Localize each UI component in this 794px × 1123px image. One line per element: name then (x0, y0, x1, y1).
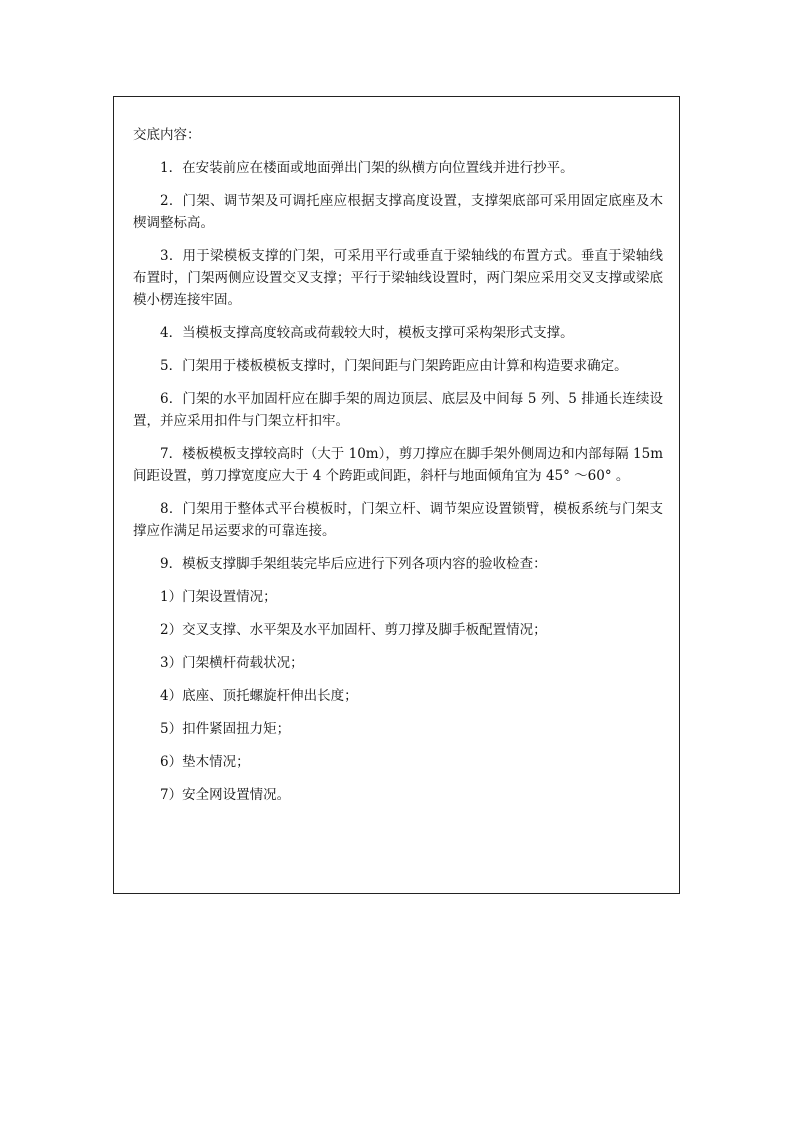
document-frame (113, 96, 680, 894)
check-item-5: 5）扣件紧固扭力矩； (160, 721, 291, 737)
paragraph-4: 4．当模板支撑高度较高或荷载较大时，模板支撑可采构架形式支撑。 (160, 325, 574, 341)
paragraph-1: 1．在安装前应在楼面或地面弹出门架的纵横方向位置线并进行抄平。 (160, 160, 574, 176)
check-item-4: 4）底座、顶托螺旋杆伸出长度； (160, 688, 358, 704)
paragraph-5: 5．门架用于楼板模板支撑时，门架间距与门架跨距应由计算和构造要求确定。 (160, 358, 628, 374)
check-item-2: 2）交叉支撑、水平架及水平加固杆、剪刀撑及脚手板配置情况； (160, 622, 547, 638)
check-item-3: 3）门架横杆荷载状况； (160, 655, 304, 671)
check-item-1: 1）门架设置情况； (160, 589, 277, 605)
section-heading: 交底内容： (133, 127, 201, 143)
paragraph-8: 8．门架用于整体式平台模板时，门架立杆、调节架应设置锁臂，模板系统与门架支撑应作满足吊运要求的可靠连接。 (133, 501, 663, 539)
paragraph-3: 3．用于梁模板支撑的门架，可采用平行或垂直于梁轴线的布置方式。垂直于梁轴线布置时，门架两侧应设置交叉支撑；平行于梁轴线设置时，两门架应采用交叉支撑或梁底模小楞连接牢固。 (133, 248, 663, 308)
check-item-6: 6）垫木情况； (160, 754, 250, 770)
paragraph-7: 7．楼板模板支撑较高时（大于 10m），剪刀撑应在脚手架外侧周边和内部每隔 15m 间距设置，剪刀撑宽度应大于 4 个跨距或间距，斜杆与地面倾角宜为 45° ～60° 。 (133, 446, 663, 484)
check-item-7: 7）安全网设置情况。 (160, 787, 291, 803)
paragraph-6: 6．门架的水平加固杆应在脚手架的周边顶层、底层及中间每 5 列、5 排通长连续设置，并应采用扣件与门架立杆扣牢。 (133, 391, 663, 429)
paragraph-9: 9．模板支撑脚手架组装完毕后应进行下列各项内容的验收检查： (160, 556, 547, 572)
paragraph-2: 2．门架、调节架及可调托座应根据支撑高度设置，支撑架底部可采用固定底座及木楔调整标高。 (133, 193, 663, 231)
document-content (133, 124, 663, 817)
